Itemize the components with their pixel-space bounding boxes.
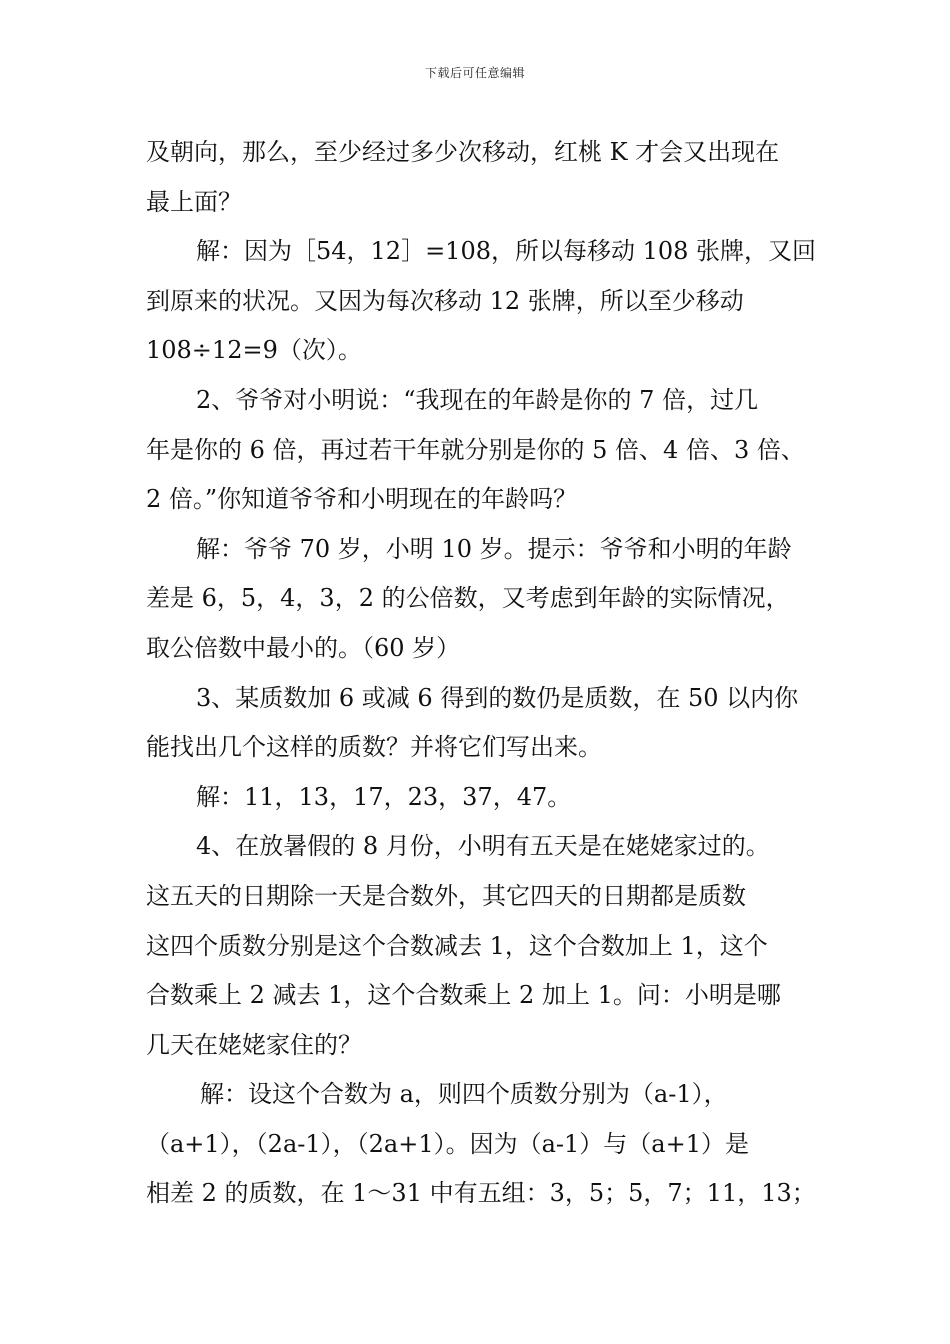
- text-line: 最上面？: [146, 187, 242, 216]
- text-line: 4、在放暑假的 8 月份，小明有五天是在姥姥家过的。: [196, 832, 770, 861]
- text-line: 相差 2 的质数，在 1～31 中有五组：3，5；5，7；11，13；: [146, 1179, 816, 1208]
- text-line: 合数乘上 2 减去 1，这个合数乘上 2 加上 1。问：小明是哪: [146, 981, 781, 1010]
- text-line: 108÷12=9（次）。: [146, 336, 362, 365]
- text-line: 这四个质数分别是这个合数减去 1，这个合数加上 1，这个: [146, 931, 768, 960]
- page-header: 下载后可任意编辑: [424, 66, 525, 80]
- document-body: [146, 128, 826, 1219]
- text-line: 年是你的 6 倍，再过若干年就分别是你的 5 倍、4 倍、3 倍、: [146, 435, 805, 464]
- text-line: 取公倍数中最小的。（60 岁）: [146, 633, 461, 662]
- text-line: 这五天的日期除一天是合数外，其它四天的日期都是质数: [146, 881, 746, 910]
- text-line: 解：爷爷 70 岁，小明 10 岁。提示：爷爷和小明的年龄: [196, 534, 792, 563]
- text-line: 解：11，13，17，23，37，47。: [196, 782, 572, 811]
- text-line: 3、某质数加 6 或减 6 得到的数仍是质数，在 50 以内你: [196, 683, 799, 712]
- text-line: 解：设这个合数为 a，则四个质数分别为（a-1），: [200, 1080, 728, 1109]
- text-line: 2、爷爷对小明说：“我现在的年龄是你的 7 倍，过几: [196, 385, 759, 414]
- text-line: 差是 6，5，4，3，2 的公倍数，又考虑到年龄的实际情况，: [146, 584, 790, 613]
- text-line: 及朝向，那么，至少经过多少次移动，红桃 K 才会又出现在: [146, 138, 780, 166]
- text-line: （a+1），（2a-1），（2a+1）。因为（a-1）与（a+1）是: [146, 1129, 749, 1158]
- text-line: 能找出几个这样的质数？并将它们写出来。: [146, 733, 602, 762]
- text-line: 几天在姥姥家住的？: [146, 1030, 362, 1059]
- text-line: 到原来的状况。又因为每次移动 12 张牌，所以至少移动: [146, 286, 744, 315]
- text-line: 解：因为［54，12］=108，所以每移动 108 张牌，又回: [196, 237, 817, 266]
- text-line: 2 倍。”你知道爷爷和小明现在的年龄吗？: [146, 485, 578, 514]
